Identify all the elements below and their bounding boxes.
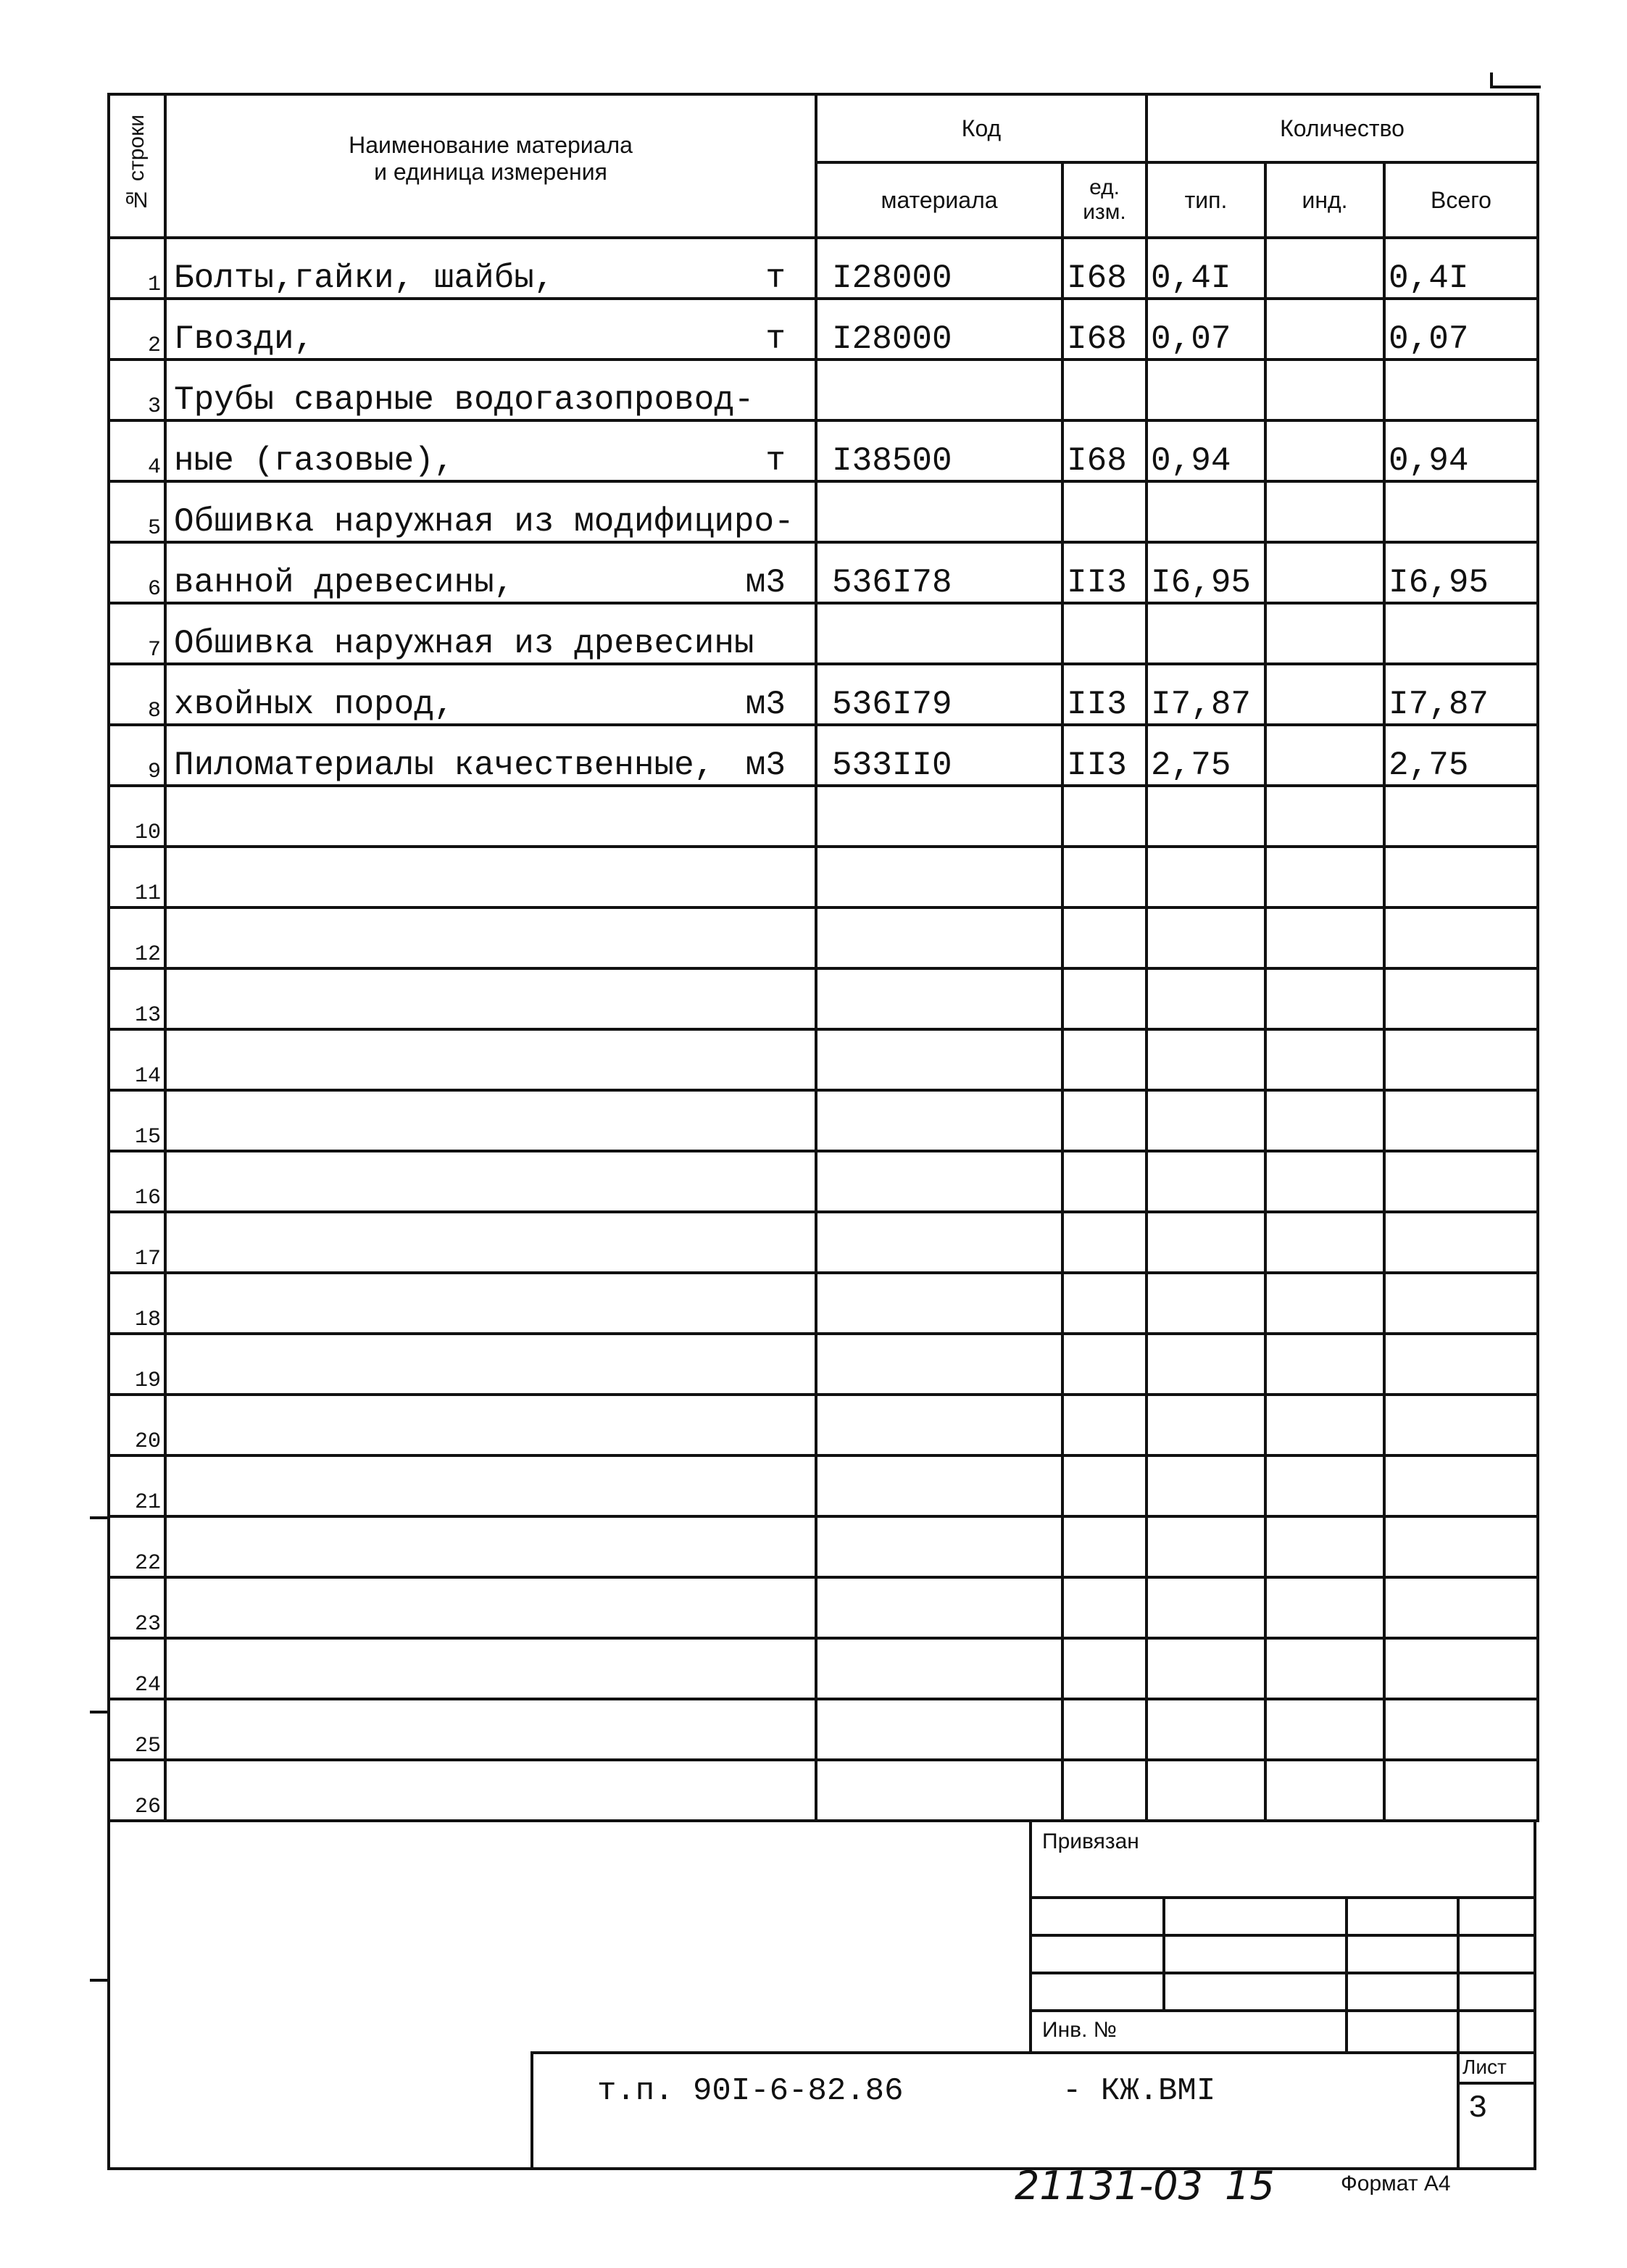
qty-individual xyxy=(1265,847,1384,907)
row-number: 23 xyxy=(109,1577,165,1638)
handwritten-page: 15 xyxy=(1225,2163,1275,2209)
material-code xyxy=(816,1273,1062,1334)
row-number: 11 xyxy=(109,847,165,907)
qty-total xyxy=(1384,786,1538,847)
table-row xyxy=(109,907,1538,968)
material-code xyxy=(816,1638,1062,1699)
material-code xyxy=(816,1577,1062,1638)
qty-total xyxy=(1384,1699,1538,1760)
row-number: 20 xyxy=(109,1395,165,1455)
material-code xyxy=(816,1334,1062,1395)
material-name-header: Наименование материала и единица измерения xyxy=(165,94,816,238)
material-name xyxy=(165,1090,816,1151)
material-code xyxy=(816,968,1062,1029)
unit-code xyxy=(1062,603,1147,664)
material-code xyxy=(816,603,1062,664)
qty-total xyxy=(1384,1395,1538,1455)
handwritten-number: 21131-03 xyxy=(1015,2163,1203,2209)
material-code xyxy=(816,1151,1062,1212)
qty-individual xyxy=(1265,481,1384,542)
qty-total xyxy=(1384,1516,1538,1577)
qty-total xyxy=(1384,1577,1538,1638)
qty-typical xyxy=(1147,1029,1265,1090)
material-code xyxy=(816,1090,1062,1151)
qty-total xyxy=(1384,1273,1538,1334)
qty-individual xyxy=(1265,968,1384,1029)
attached-label: Привязан xyxy=(1042,1829,1139,1853)
unit-code xyxy=(1062,1151,1147,1212)
unit-code xyxy=(1062,1029,1147,1090)
material-unit: м3 xyxy=(745,686,786,723)
row-number: 4 xyxy=(109,420,165,481)
table-row xyxy=(109,1699,1538,1760)
unit-code: I68 xyxy=(1062,238,1147,299)
table-row xyxy=(109,786,1538,847)
material-unit: т xyxy=(765,320,786,358)
material-name xyxy=(165,542,816,603)
material-code xyxy=(816,360,1062,420)
sheet-number: 3 xyxy=(1468,2090,1488,2127)
qty-total xyxy=(1384,360,1538,420)
qty-typical xyxy=(1147,1455,1265,1516)
table-row xyxy=(109,1760,1538,1821)
qty-individual xyxy=(1265,1151,1384,1212)
qty-individual-header: инд. xyxy=(1265,162,1384,238)
qty-individual xyxy=(1265,542,1384,603)
unit-code xyxy=(1062,1334,1147,1395)
table-row xyxy=(109,1273,1538,1334)
qty-individual xyxy=(1265,1395,1384,1455)
material-name-text: Болты,гайки, шайбы, xyxy=(174,259,554,297)
row-number: 13 xyxy=(109,968,165,1029)
row-number: 24 xyxy=(109,1638,165,1699)
table-row xyxy=(109,664,1538,725)
qty-typical xyxy=(1147,1212,1265,1273)
qty-individual xyxy=(1265,1760,1384,1821)
unit-code: II3 xyxy=(1062,542,1147,603)
row-number: 1 xyxy=(109,238,165,299)
qty-typical xyxy=(1147,847,1265,907)
material-name-text: Пиломатериалы качественные, xyxy=(174,747,715,784)
material-name xyxy=(165,1699,816,1760)
qty-typical xyxy=(1147,360,1265,420)
qty-total: 0,07 xyxy=(1384,299,1538,360)
material-code xyxy=(816,1212,1062,1273)
table-row xyxy=(109,238,1538,299)
unit-code xyxy=(1062,786,1147,847)
table-header-row-1 xyxy=(109,94,1538,162)
material-name xyxy=(165,1577,816,1638)
material-name xyxy=(165,1273,816,1334)
qty-typical xyxy=(1147,786,1265,847)
row-number: 12 xyxy=(109,907,165,968)
code-header: Код xyxy=(816,94,1147,162)
unit-code: I68 xyxy=(1062,299,1147,360)
qty-individual xyxy=(1265,1577,1384,1638)
paper-format: Формат А4 xyxy=(1341,2172,1451,2196)
qty-typical xyxy=(1147,1151,1265,1212)
materials-table xyxy=(107,93,1539,1822)
qty-total xyxy=(1384,481,1538,542)
table-row xyxy=(109,968,1538,1029)
material-code xyxy=(816,1395,1062,1455)
designation-box xyxy=(530,2051,1536,2170)
table-row xyxy=(109,299,1538,360)
material-name xyxy=(165,481,816,542)
material-name xyxy=(165,1212,816,1273)
table-row xyxy=(109,1212,1538,1273)
material-name-text: ные (газовые), xyxy=(174,442,454,480)
row-number: 8 xyxy=(109,664,165,725)
material-name-text: Трубы сварные водогазопровод- xyxy=(174,381,754,419)
row-number: 10 xyxy=(109,786,165,847)
unit-code-header: ед. изм. xyxy=(1062,162,1147,238)
qty-total: 0,4I xyxy=(1384,238,1538,299)
qty-total xyxy=(1384,1029,1538,1090)
material-name xyxy=(165,1638,816,1699)
qty-total xyxy=(1384,1212,1538,1273)
row-number-header: № строки xyxy=(109,94,165,238)
table-row xyxy=(109,603,1538,664)
row-number: 6 xyxy=(109,542,165,603)
qty-total xyxy=(1384,907,1538,968)
qty-typical xyxy=(1147,1638,1265,1699)
table-row xyxy=(109,1090,1538,1151)
material-unit: т xyxy=(765,259,786,297)
row-number: 2 xyxy=(109,299,165,360)
material-name-text: Обшивка наружная из модифициро- xyxy=(174,503,794,541)
table-row xyxy=(109,1151,1538,1212)
qty-typical xyxy=(1147,1577,1265,1638)
unit-code xyxy=(1062,968,1147,1029)
qty-typical: I6,95 xyxy=(1147,542,1265,603)
qty-typical xyxy=(1147,1516,1265,1577)
row-number: 26 xyxy=(109,1760,165,1821)
unit-code xyxy=(1062,1760,1147,1821)
material-unit: м3 xyxy=(745,564,786,602)
row-number: 18 xyxy=(109,1273,165,1334)
sheet-label: Лист xyxy=(1462,2056,1507,2078)
material-name xyxy=(165,1760,816,1821)
unit-code: II3 xyxy=(1062,725,1147,786)
material-code xyxy=(816,847,1062,907)
material-code xyxy=(816,1516,1062,1577)
qty-individual xyxy=(1265,420,1384,481)
material-name xyxy=(165,299,816,360)
material-name xyxy=(165,1151,816,1212)
qty-total: I7,87 xyxy=(1384,664,1538,725)
material-name xyxy=(165,1334,816,1395)
qty-typical xyxy=(1147,481,1265,542)
material-name xyxy=(165,603,816,664)
qty-individual xyxy=(1265,1699,1384,1760)
qty-individual xyxy=(1265,603,1384,664)
material-code xyxy=(816,786,1062,847)
material-name xyxy=(165,664,816,725)
table-row xyxy=(109,725,1538,786)
row-number: 22 xyxy=(109,1516,165,1577)
material-code xyxy=(816,1699,1062,1760)
mark-text: - КЖ.ВМI xyxy=(1062,2073,1216,2109)
qty-total: 2,75 xyxy=(1384,725,1538,786)
material-code: I28000 xyxy=(816,238,1062,299)
unit-code xyxy=(1062,1455,1147,1516)
material-name xyxy=(165,1516,816,1577)
qty-individual xyxy=(1265,1273,1384,1334)
qty-typical xyxy=(1147,1699,1265,1760)
qty-typical xyxy=(1147,907,1265,968)
row-number: 3 xyxy=(109,360,165,420)
material-name xyxy=(165,420,816,481)
qty-total: I6,95 xyxy=(1384,542,1538,603)
material-name xyxy=(165,786,816,847)
table-row xyxy=(109,1638,1538,1699)
row-number: 7 xyxy=(109,603,165,664)
table-row xyxy=(109,1516,1538,1577)
material-unit: т xyxy=(765,442,786,480)
table-row xyxy=(109,1395,1538,1455)
material-name xyxy=(165,238,816,299)
qty-individual xyxy=(1265,360,1384,420)
qty-typical-header: тип. xyxy=(1147,162,1265,238)
qty-typical xyxy=(1147,1760,1265,1821)
qty-individual xyxy=(1265,1455,1384,1516)
material-name-text: ванной древесины, xyxy=(174,564,515,602)
qty-individual xyxy=(1265,238,1384,299)
designation-text: т.п. 90I-6-82.86 xyxy=(597,2073,904,2109)
qty-typical: 0,07 xyxy=(1147,299,1265,360)
qty-total xyxy=(1384,1334,1538,1395)
row-number: 25 xyxy=(109,1699,165,1760)
material-name-text: хвойных пород, xyxy=(174,686,454,723)
row-number: 15 xyxy=(109,1090,165,1151)
inventory-number-label: Инв. № xyxy=(1042,2018,1117,2042)
unit-code xyxy=(1062,1638,1147,1699)
qty-typical xyxy=(1147,968,1265,1029)
qty-typical xyxy=(1147,603,1265,664)
row-number: 14 xyxy=(109,1029,165,1090)
qty-typical: I7,87 xyxy=(1147,664,1265,725)
row-number: 17 xyxy=(109,1212,165,1273)
row-number: 5 xyxy=(109,481,165,542)
qty-individual xyxy=(1265,1334,1384,1395)
qty-individual xyxy=(1265,1516,1384,1577)
material-code xyxy=(816,1029,1062,1090)
qty-total xyxy=(1384,1638,1538,1699)
qty-total xyxy=(1384,1151,1538,1212)
qty-individual xyxy=(1265,786,1384,847)
table-row xyxy=(109,420,1538,481)
material-unit: м3 xyxy=(745,747,786,784)
unit-code xyxy=(1062,1577,1147,1638)
unit-code xyxy=(1062,1273,1147,1334)
material-name xyxy=(165,847,816,907)
material-code-header: материала xyxy=(816,162,1062,238)
qty-typical xyxy=(1147,1090,1265,1151)
qty-total xyxy=(1384,1760,1538,1821)
material-code: I28000 xyxy=(816,299,1062,360)
qty-total xyxy=(1384,968,1538,1029)
qty-typical xyxy=(1147,1273,1265,1334)
table-row xyxy=(109,542,1538,603)
table-row xyxy=(109,360,1538,420)
qty-total-header: Всего xyxy=(1384,162,1538,238)
qty-individual xyxy=(1265,1212,1384,1273)
qty-total xyxy=(1384,847,1538,907)
qty-total: 0,94 xyxy=(1384,420,1538,481)
row-number: 9 xyxy=(109,725,165,786)
material-name xyxy=(165,907,816,968)
table-row xyxy=(109,1577,1538,1638)
material-name xyxy=(165,1455,816,1516)
qty-individual xyxy=(1265,1638,1384,1699)
material-name xyxy=(165,360,816,420)
qty-total xyxy=(1384,1090,1538,1151)
table-row xyxy=(109,1455,1538,1516)
material-name-text: Обшивка наружная из древесины xyxy=(174,625,754,662)
qty-individual xyxy=(1265,664,1384,725)
table-row xyxy=(109,847,1538,907)
qty-individual xyxy=(1265,907,1384,968)
material-code xyxy=(816,1455,1062,1516)
quantity-header: Количество xyxy=(1147,94,1538,162)
unit-code xyxy=(1062,907,1147,968)
material-name xyxy=(165,1395,816,1455)
table-row xyxy=(109,481,1538,542)
unit-code xyxy=(1062,1395,1147,1455)
unit-code xyxy=(1062,360,1147,420)
qty-typical: 0,94 xyxy=(1147,420,1265,481)
material-name xyxy=(165,968,816,1029)
row-number: 21 xyxy=(109,1455,165,1516)
row-number: 19 xyxy=(109,1334,165,1395)
unit-code xyxy=(1062,1212,1147,1273)
qty-typical: 0,4I xyxy=(1147,238,1265,299)
material-code xyxy=(816,1760,1062,1821)
qty-total xyxy=(1384,603,1538,664)
unit-code xyxy=(1062,481,1147,542)
material-code xyxy=(816,481,1062,542)
material-code: 533II0 xyxy=(816,725,1062,786)
material-code: 536I79 xyxy=(816,664,1062,725)
unit-code: I68 xyxy=(1062,420,1147,481)
qty-individual xyxy=(1265,1029,1384,1090)
qty-typical xyxy=(1147,1334,1265,1395)
qty-typical: 2,75 xyxy=(1147,725,1265,786)
row-number: 16 xyxy=(109,1151,165,1212)
material-code xyxy=(816,907,1062,968)
material-name xyxy=(165,725,816,786)
table-row xyxy=(109,1334,1538,1395)
material-code: 536I78 xyxy=(816,542,1062,603)
unit-code xyxy=(1062,1090,1147,1151)
material-code: I38500 xyxy=(816,420,1062,481)
qty-individual xyxy=(1265,725,1384,786)
material-name xyxy=(165,1029,816,1090)
unit-code xyxy=(1062,1699,1147,1760)
material-name-text: Гвозди, xyxy=(174,320,315,358)
unit-code: II3 xyxy=(1062,664,1147,725)
unit-code xyxy=(1062,1516,1147,1577)
qty-individual xyxy=(1265,1090,1384,1151)
qty-individual xyxy=(1265,299,1384,360)
table-row xyxy=(109,1029,1538,1090)
qty-total xyxy=(1384,1455,1538,1516)
qty-typical xyxy=(1147,1395,1265,1455)
unit-code xyxy=(1062,847,1147,907)
